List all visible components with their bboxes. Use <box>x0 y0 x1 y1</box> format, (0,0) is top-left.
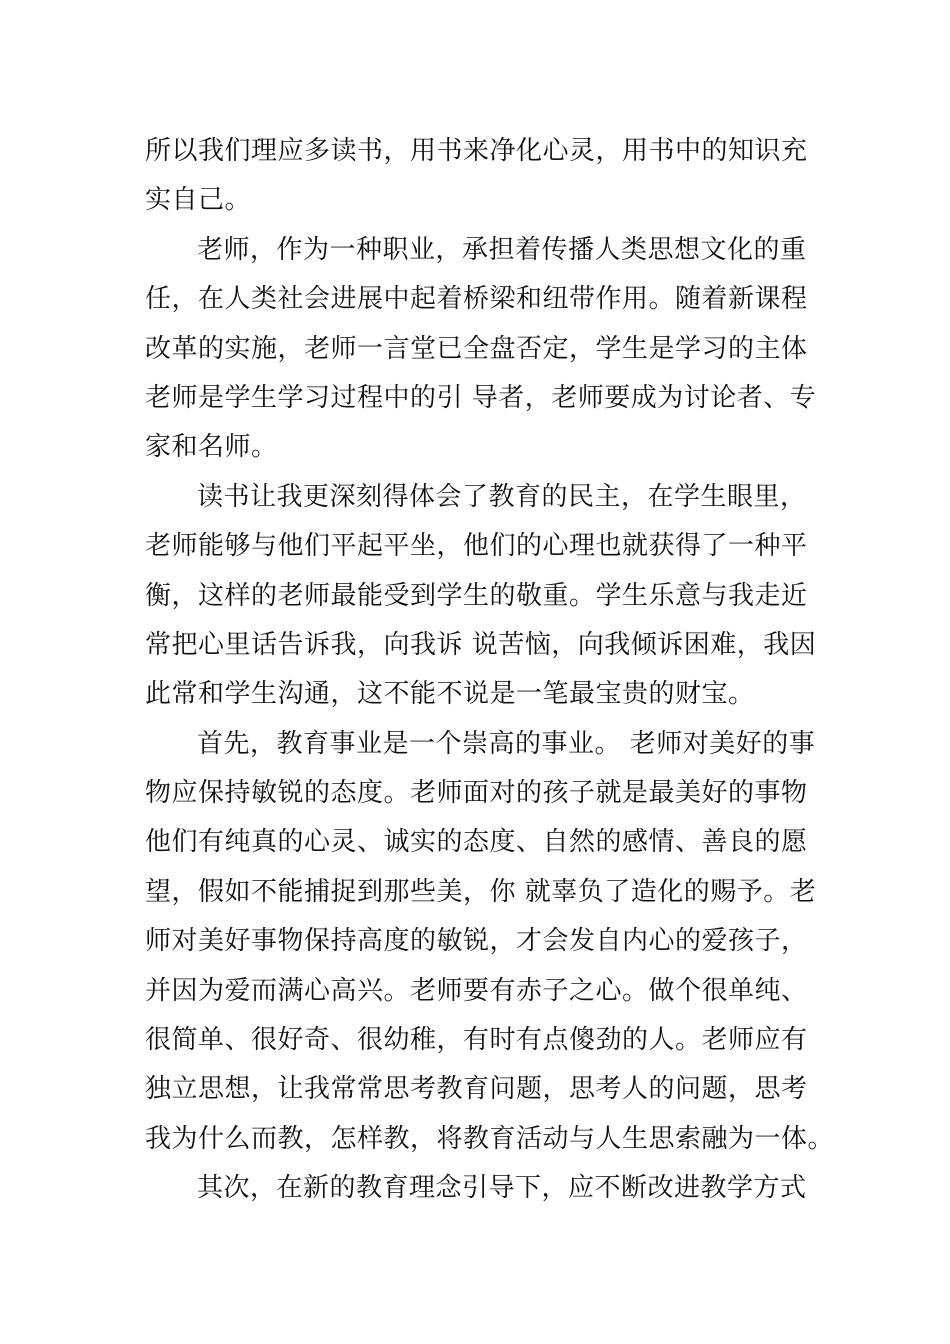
text-line: 其次，在新的教育理念引导下，应不断改进教学方式 <box>197 1173 807 1204</box>
text-line: 首先，教育事业是一个崇高的事业。 老师对美好的事 <box>197 728 816 759</box>
text-line: 我为什么而教，怎样教，将教育活动与人生思索融为一体。 <box>145 1123 835 1154</box>
text-line: 改革的实施，老师一言堂已全盘否定，学生是学习的主体 <box>145 333 808 364</box>
text-line: 并因为爱而满心高兴。老师要有赤子之心。做个很单纯、 <box>145 975 808 1006</box>
text-line: 他们有纯真的心灵、诚实的态度、自然的感情、善良的愿 <box>145 827 808 858</box>
body-text <box>145 127 835 1214</box>
text-line: 常把心里话告诉我，向我诉 说苦恼，向我倾诉困难，我因 <box>145 629 817 660</box>
text-line: 实自己。 <box>145 185 252 216</box>
text-line: 师对美好事物保持高度的敏锐，才会发自内心的爱孩子， <box>145 926 808 957</box>
text-line: 很简单、很好奇、很幼稚，有时有点傻劲的人。老师应有 <box>145 1025 808 1056</box>
text-line: 望，假如不能捕捉到那些美，你 就辜负了造化的赐予。老 <box>145 876 817 907</box>
text-line: 所以我们理应多读书，用书来净化心灵，用书中的知识充 <box>145 136 808 166</box>
text-line: 读书让我更深刻得体会了教育的民主，在学生眼里， <box>197 481 807 512</box>
text-line: 物应保持敏锐的态度。老师面对的孩子就是最美好的事物 <box>145 778 808 809</box>
text-line: 老师，作为一种职业，承担着传播人类思想文化的重 <box>197 234 807 265</box>
text-line: 衡，这样的老师最能受到学生的敬重。学生乐意与我走近 <box>145 580 808 611</box>
text-line: 独立思想，让我常常思考教育问题，思考人的问题，思考 <box>145 1074 808 1105</box>
text-line: 老师能够与他们平起平坐，他们的心理也就获得了一种平 <box>145 531 808 562</box>
text-line: 任，在人类社会进展中起着桥梁和纽带作用。随着新课程 <box>145 284 808 315</box>
text-line: 家和名师。 <box>145 432 278 463</box>
text-line: 老师是学生学习过程中的引 导者，老师要成为讨论者、专 <box>145 382 817 413</box>
text-line: 此常和学生沟通，这不能不说是一笔最宝贵的财宝。 <box>145 679 755 710</box>
